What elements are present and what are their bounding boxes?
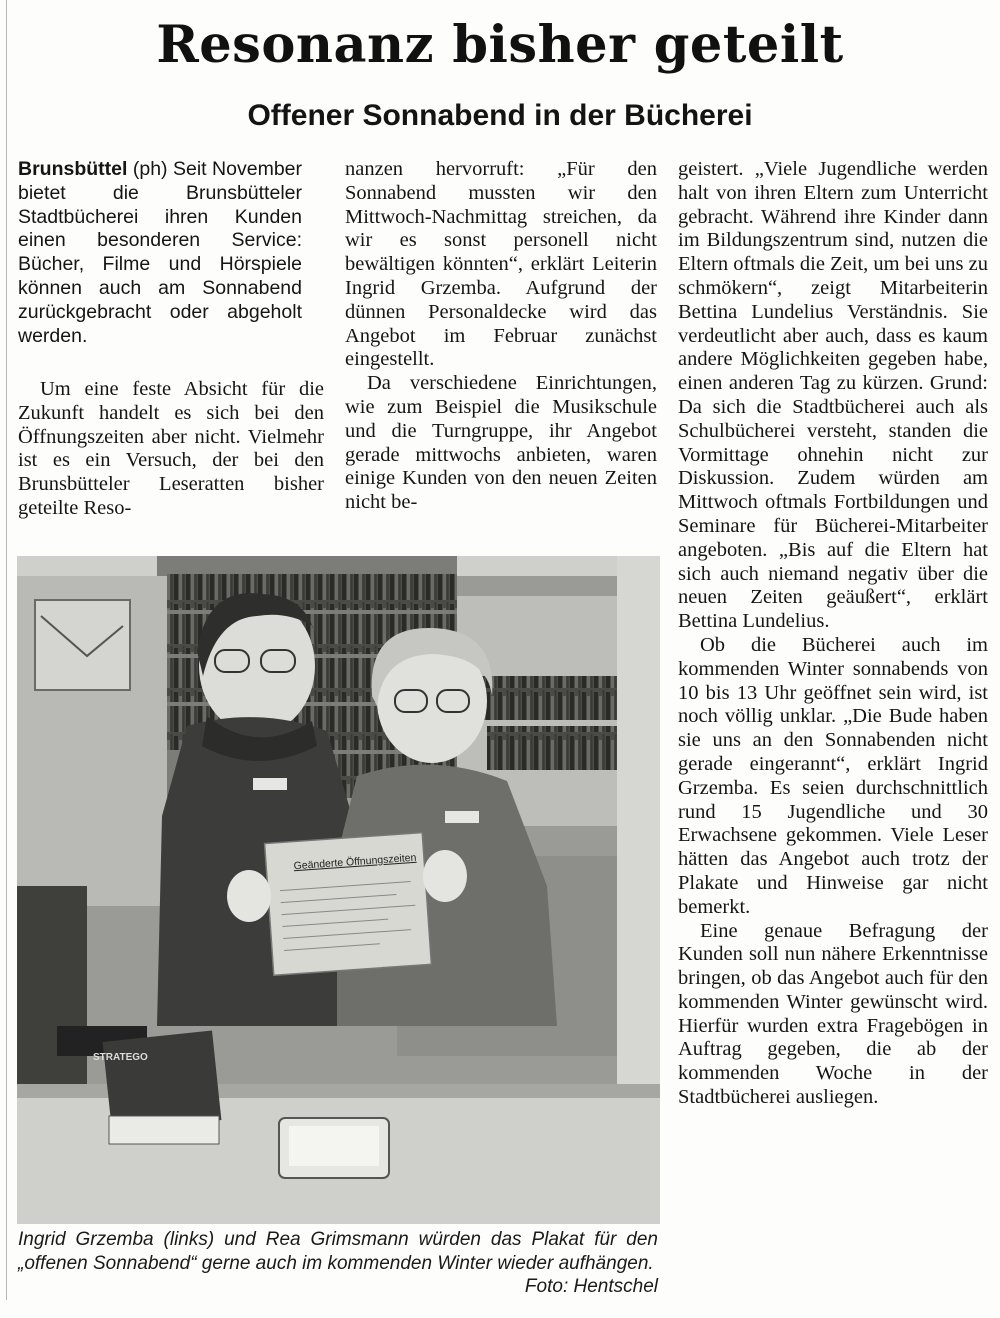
photo-credit: Foto: Hentschel	[524, 1276, 658, 1297]
paragraph: geistert. „Viele Jugendliche werden halt von ihren Eltern zum Unterricht gebracht. Während ihre Kinder dann im Bildungszentrum sind, nutzen die Eltern oftmals die Zeit, um bei uns zu schmökern“, zeigt Mitarbeiterin Bettina Lundelius Verständnis. Sie verdeutlicht aber auch, dass es kaum andere Möglichkeiten gegeben habe, einen anderen Tag zu kürzen. Grund: Da sich die Stadtbücherei auch als Schulbücherei versteht, standen die Vormittage ohnehin nicht zur Diskussion. Zudem würden am Mittwoch oftmals Fortbildungen und Seminare für Bücherei-Mitarbeiter angeboten. „Bis auf die Eltern hat sich auch niemand negativ über die neuen Zeiten geäußert“, erklärt Bettina Lundelius.	[678, 158, 988, 633]
caption-text: Ingrid Grzemba (links) und Rea Grimsmann würden das Plakat für den „offenen Sonnabend“ gerne auch im kommenden Winter wieder aufhängen.	[18, 1229, 658, 1274]
headline: Resonanz bisher geteilt	[156, 15, 844, 75]
page-edge-rule	[6, 0, 7, 1300]
news-photo	[17, 556, 660, 1224]
paragraph: Um eine feste Absicht für die Zukunft handelt es sich bei den Öffnungszeiten aber nicht. Vielmehr ist es ein Versuch, der bei den Brunsbütteler Leseratten bisher geteilte Reso-	[18, 378, 324, 519]
photo-caption	[18, 1228, 658, 1299]
subheadline: Offener Sonnabend in der Bücherei	[247, 99, 753, 132]
lead-paragraph	[18, 158, 302, 348]
column-3	[678, 158, 988, 1110]
paragraph: Da verschiedene Einrichtungen, wie zum Beispiel die Musikschule und die Turngruppe, ihr Angebot gerade mittwochs anbieten, waren einige Kunden von den neuen Zeiten nicht be-	[345, 372, 657, 514]
paragraph: Eine genaue Befragung der Kunden soll nun nähere Erkenntnisse bringen, ob das Angebot auch für den kommenden Winter gewünscht wird. Hierfür wurden extra Fragebögen in Auftrag gegeben, die ab der kommenden Woche in der Stadtbücherei ausliegen.	[678, 919, 988, 1109]
photo-illustration	[17, 556, 660, 1224]
paragraph: Ob die Bücherei auch im kommenden Winter sonnabends von 10 bis 13 Uhr geöffnet sein wird, ist noch völlig unklar. „Die Bude haben sie uns an den Sonnabenden nicht gerade eingerannt“, erklärt Ingrid Grzemba. Es seien durchschnittlich rund 15 Jugendliche und 30 Erwachsene gekommen. Viele Leser hätten das Angebot auch trotz der Plakate und Hinweise gar nicht bemerkt.	[678, 633, 988, 918]
lead-text: (ph) Seit November bietet die Brunsbütteler Stadtbücherei ihren Kunden einen besonderen Service: Bücher, Filme und Hörspiele können auch am Sonnabend zurückgebracht oder abgeholt werden.	[18, 158, 302, 347]
dateline: Brunsbüttel	[18, 158, 128, 180]
paragraph: nanzen hervorruft: „Für den Sonnabend mussten wir den Mittwoch-Nachmittag streichen, da wir es sonst personell nicht bewältigen könnten“, erklärt Leiterin Ingrid Grzemba. Aufgrund der dünnen Personaldecke wird das Angebot im Februar zunächst eingestellt.	[345, 158, 657, 371]
game-box-label: STRATEGO	[93, 1052, 148, 1063]
sign-heading: Geänderte Öffnungszeiten	[293, 851, 417, 873]
column-1-body	[18, 378, 324, 521]
column-2	[345, 158, 657, 515]
